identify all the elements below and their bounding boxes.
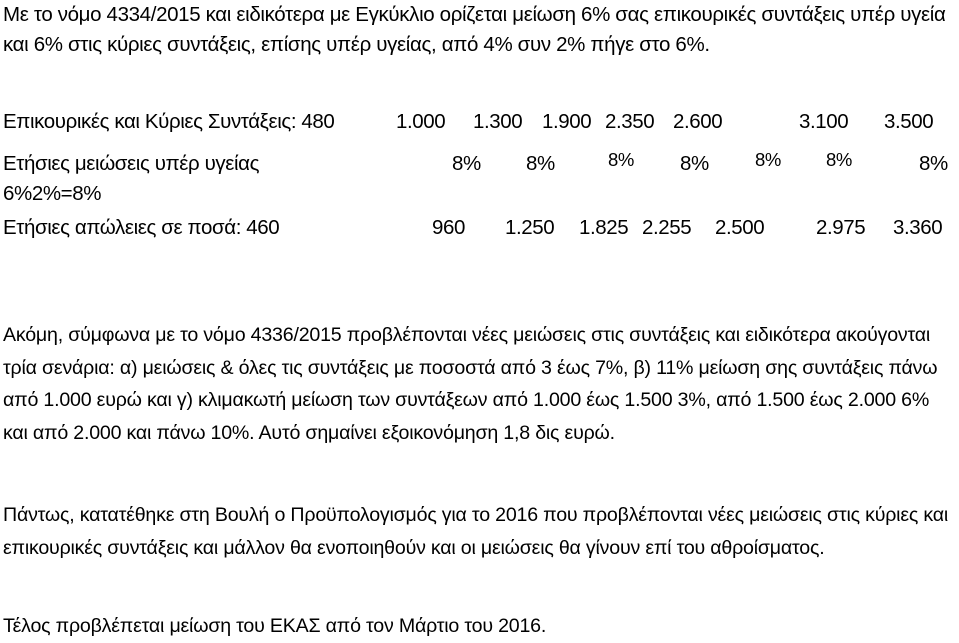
table-cell: 1.300 [473, 110, 523, 133]
paragraph-text: Πάντως, κατατέθηκε στη Βουλή ο Προϋπολογισμός για το 2016 που προβλέπονται νέες μειώσεις στις κύριες και επικουρικές συντάξεις και μάλλον θα ενοποιηθούν και οι μειώσεις θα γίνουν επί του αθροίσματος. [3, 504, 948, 559]
table-row-label: 6%2%=8% [3, 182, 102, 205]
table-cell: 8% [680, 152, 709, 175]
table-cell: 2.255 [642, 216, 692, 239]
table-cell: 3.360 [893, 216, 943, 239]
intro-paragraph: Με το νόμο 4334/2015 και ειδικότερα με Εγκύκλιο ορίζεται μείωση 6% σας επικουρικές συντάξεις υπέρ υγεία και 6% στις κύριες συντάξεις, επίσης υπέρ υγείας, από 4% συν 2% πήγε στο 6%. [3, 3, 946, 56]
paragraph-text: Τέλος προβλέπεται μείωση του ΕΚΑΣ από τον Μάρτιο του 2016. [3, 615, 547, 637]
table-cell: 2.600 [673, 110, 723, 133]
table-row-label: Ετήσιες απώλειες σε ποσά: 460 [3, 216, 280, 239]
table-cell: 8% [755, 149, 781, 170]
table-cell: 1.000 [396, 110, 446, 133]
table-cell: 3.500 [884, 110, 934, 133]
table-row-label: Ετήσιες μειώσεις υπέρ υγείας [3, 152, 260, 175]
table-cell: 2.500 [715, 216, 765, 239]
table-cell: 2.350 [605, 110, 655, 133]
table-cell: 8% [608, 149, 634, 170]
table-cell: 3.100 [799, 110, 849, 133]
body-paragraph [3, 610, 955, 643]
table-cell: 960 [432, 216, 466, 239]
table-cell: 8% [452, 152, 481, 175]
table-cell: 1.900 [542, 110, 592, 133]
table-cell: 8% [826, 149, 852, 170]
table-cell: 8% [919, 152, 948, 175]
paragraph-text: Ακόμη, σύμφωνα με το νόμο 4336/2015 προβλέπονται νέες μειώσεις στις συντάξεις και ειδικότερα ακούγονται τρία σενάρια: α) μειώσεις & όλες τις συντάξεις με ποσοστά από 3 έως 7%, β) 11% μείωση σης συντάξεις πάνω από 1.000 ευρώ και γ) κλιμακωτή μείωση των συντάξεων από 1.000 έως 1.500 3%, από 1.500 έως 2.000 6% και από 2.000 και πάνω 10%. Αυτό σημαίνει εξοικονόμηση 1,8 δις ευρώ. [3, 324, 938, 444]
body-paragraph [3, 499, 955, 564]
table-cell: 1.825 [579, 216, 629, 239]
table-cell: 8% [526, 152, 555, 175]
table-cell: 2.975 [816, 216, 866, 239]
body-paragraph [3, 319, 955, 449]
table-cell: 1.250 [505, 216, 555, 239]
table-row-label: Επικουρικές και Κύριες Συντάξεις: 480 [3, 110, 335, 133]
